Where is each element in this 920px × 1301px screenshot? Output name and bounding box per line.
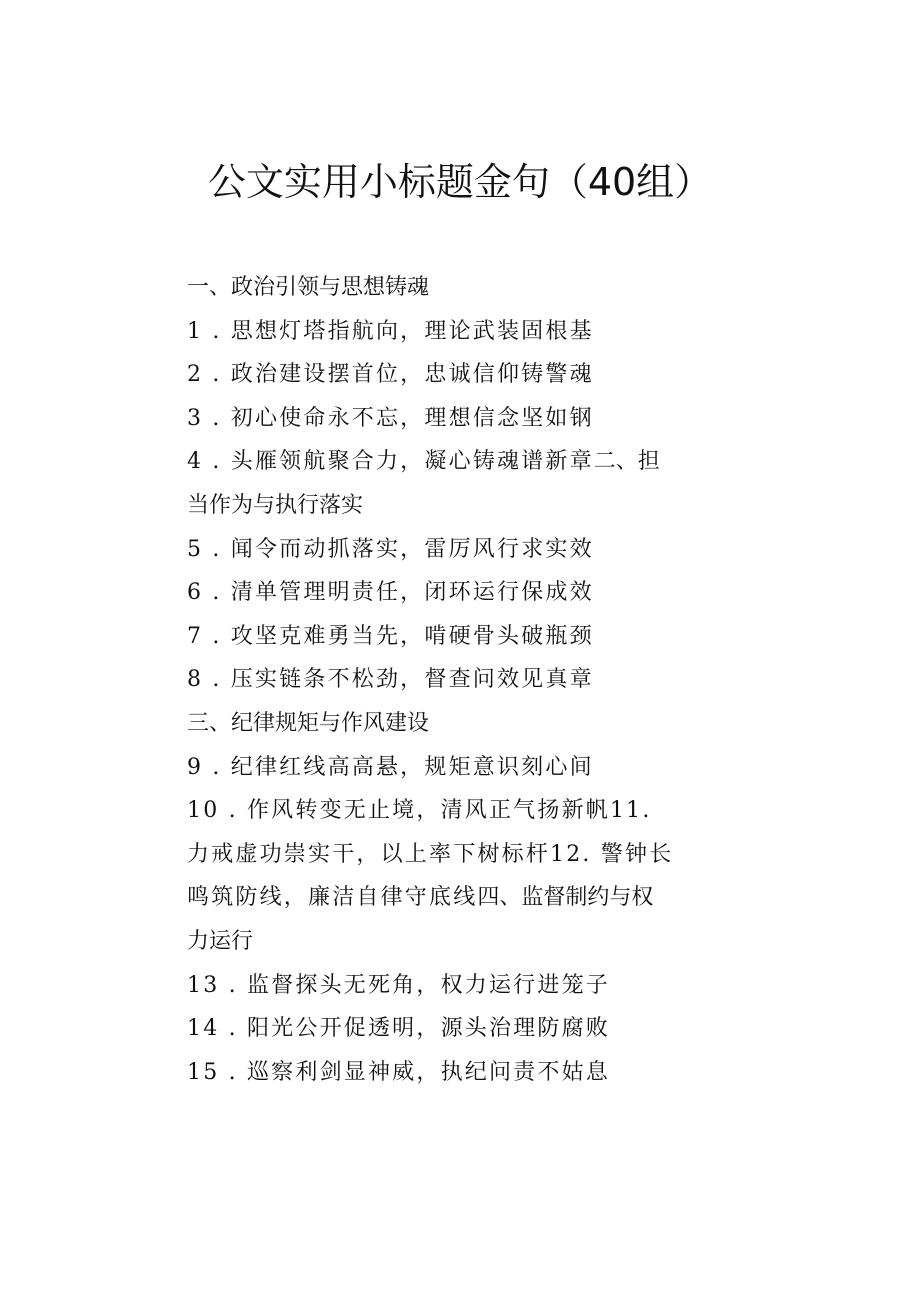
- list-item: 6 . 清单管理明责任，闭环运行保成效: [187, 580, 594, 606]
- section-heading: 三、纪律规矩与作风建设: [187, 710, 430, 736]
- section-heading: 四、监督制约与权力运行: [187, 885, 654, 954]
- document-body: [187, 266, 675, 1094]
- list-item: 1 . 思想灯塔指航向，理论武装固根基: [187, 318, 594, 344]
- list-item: 9 . 纪律红线高高悬，规矩意识刻心间: [187, 754, 594, 780]
- section-heading: 二、担当作为与执行落实: [187, 449, 660, 518]
- list-item: 12. 警钟长鸣筑防线，廉洁自律守底线: [187, 841, 674, 911]
- list-item: 5 . 闻令而动抓落实，雷厉风行求实效: [187, 536, 594, 562]
- list-item: 2 . 政治建设摆首位，忠诚信仰铸警魂: [187, 362, 594, 388]
- list-item: 11. 力戒虚功崇实干，以上率下树标杆: [187, 798, 652, 867]
- section-heading: 一、政治引领与思想铸魂: [187, 275, 430, 300]
- document-title: 公文实用小标题金句（40组）: [207, 160, 713, 204]
- list-item: 3 . 初心使命永不忘，理想信念坚如钢: [187, 405, 594, 431]
- list-item: 14 . 阳光公开促透明，源头治理防腐败: [187, 1016, 610, 1042]
- merged-paragraph: [187, 440, 675, 527]
- merged-paragraph: [187, 789, 675, 963]
- list-item: 8 . 压实链条不松劲，督查问效见真章: [187, 667, 594, 693]
- list-item: 10 . 作风转变无止境，清风正气扬新帆: [187, 798, 610, 824]
- list-item: 7 . 攻坚克难勇当先，啃硬骨头破瓶颈: [187, 623, 594, 649]
- list-item: 4 . 头雁领航聚合力，凝心铸魂谱新章: [187, 449, 594, 475]
- list-item: 13 . 监督探头无死角，权力运行进笼子: [187, 972, 610, 998]
- list-item: 15 . 巡察利剑显神威，执纪问责不姑息: [187, 1059, 610, 1085]
